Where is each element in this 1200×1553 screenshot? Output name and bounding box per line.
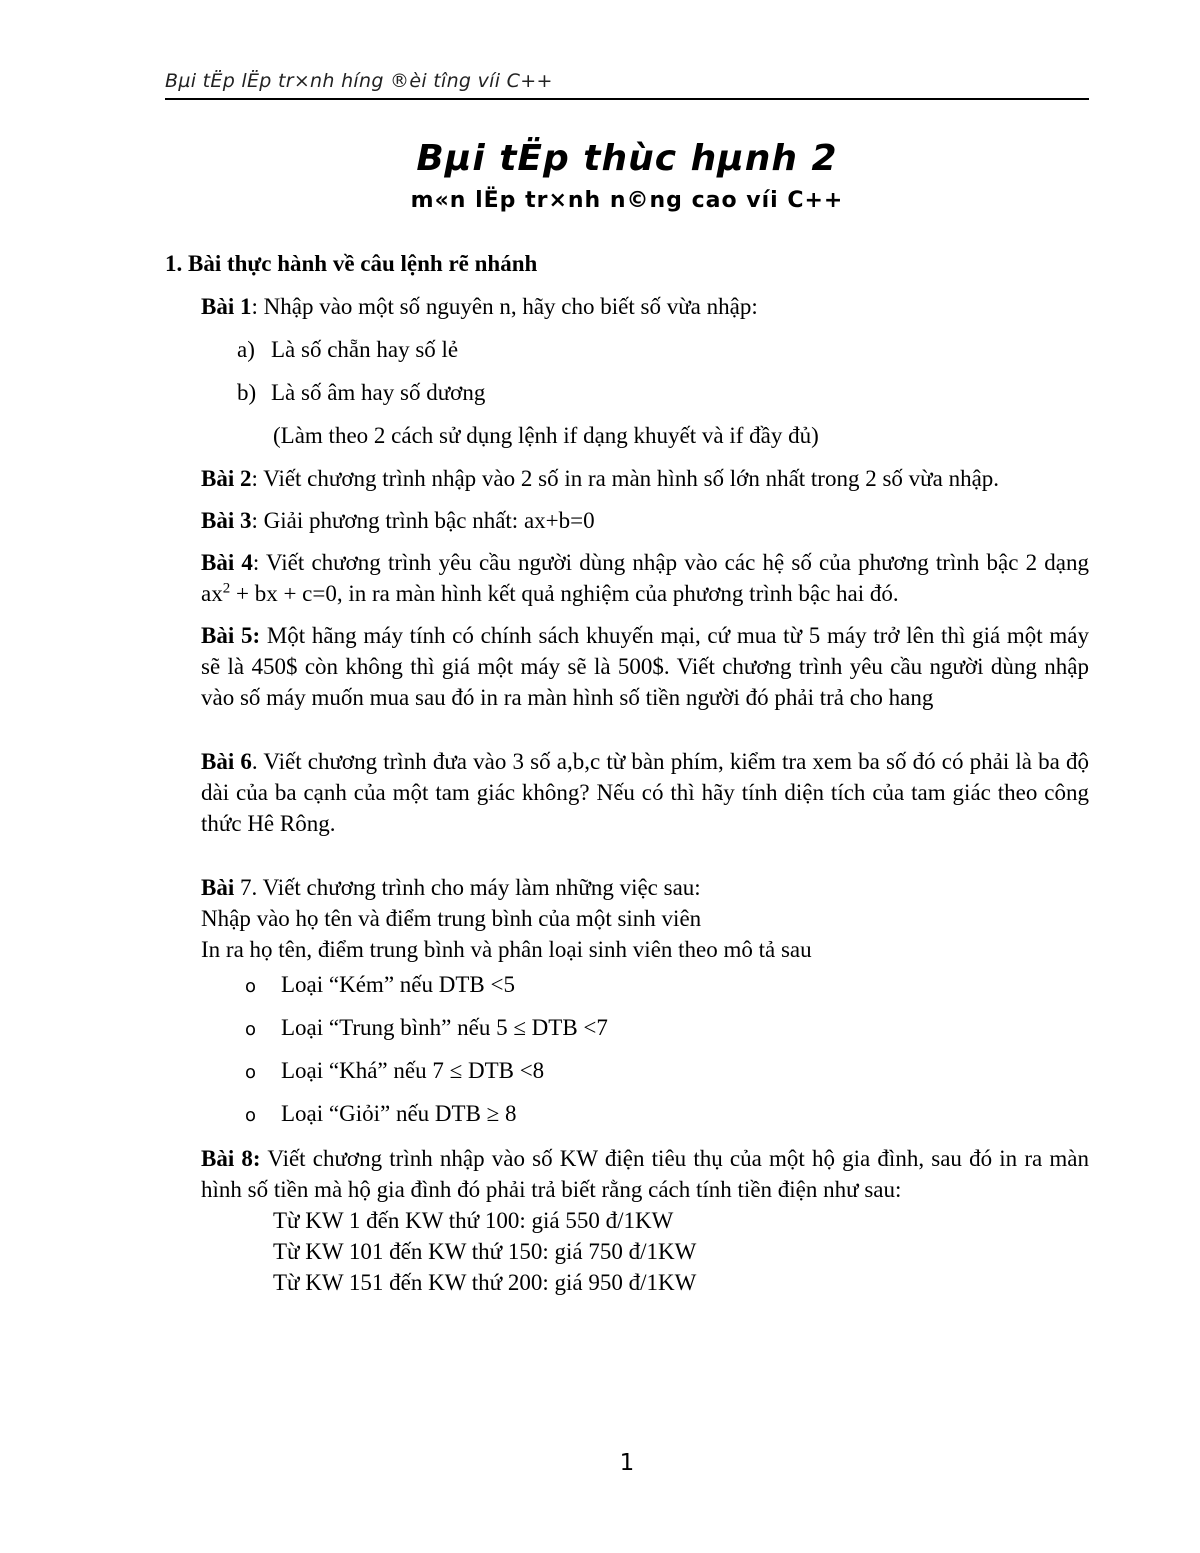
exercise-text: : Giải phương trình bậc nhất: ax+b=0 xyxy=(251,508,595,533)
section-heading: 1. Bài thực hành về câu lệnh rẽ nhánh xyxy=(165,251,538,276)
rate-line: Từ KW 101 đến KW thứ 150: giá 750 đ/1KW xyxy=(273,1239,697,1264)
grade-text: Loại “Khá” nếu 7 ≤ DTB <8 xyxy=(281,1058,545,1083)
grade-text: Loại “Kém” nếu DTB <5 xyxy=(281,972,515,997)
exercise-text: : Viết chương trình yêu cầu người dùng nhập vào các hệ số của phương trình bậc 2 dạng ax xyxy=(201,550,1089,606)
list-item xyxy=(245,969,1089,1002)
exercise-label: Bài 4 xyxy=(201,550,253,575)
grade-text: Loại “Trung bình” nếu 5 ≤ DTB <7 xyxy=(281,1015,608,1040)
exercise-label: Bài 2 xyxy=(201,466,252,491)
circle-bullet-icon: o xyxy=(245,1062,257,1083)
exercise-7-line-2: In ra họ tên, điểm trung bình và phân loại sinh viên theo mô tả sau xyxy=(201,937,812,962)
circle-bullet-icon: o xyxy=(245,1019,257,1040)
rate-line: Từ KW 151 đến KW thứ 200: giá 950 đ/1KW xyxy=(273,1270,697,1295)
list-item xyxy=(245,1012,1089,1045)
list-item xyxy=(245,1098,1089,1131)
grade-list xyxy=(245,969,1089,1131)
list-item xyxy=(237,377,1089,408)
running-header: Bµi tËp lËp tr×nh híng ®èi tîng víi C++ xyxy=(165,70,553,92)
exercise-text-continued: + bx + c=0, in ra màn hình kết quả nghiệm của phương trình bậc hai đó. xyxy=(230,581,899,606)
exercise-label: Bài 1 xyxy=(201,294,252,319)
exercise-5 xyxy=(201,620,1089,713)
list-item xyxy=(237,334,1089,365)
exercise-label: Bài 5: xyxy=(201,623,261,648)
exercise-text: Một hãng máy tính có chính sách khuyến mại, cứ mua từ 5 máy trở lên thì giá một máy sẽ là 450$ còn không thì giá một máy sẽ là 500$. Viết chương trình yêu cầu người dùng nhập vào số máy muốn mua sau đó in ra màn hình số tiền người đó phải trả cho hang xyxy=(201,623,1089,710)
exercise-text: . Viết chương trình đưa vào 3 số a,b,c từ bàn phím, kiểm tra xem ba số đó có phải là ba độ dài của ba cạnh của một tam giác không? Nếu có thì hãy tính diện tích của tam giác theo công thức Hê Rông. xyxy=(201,749,1090,836)
exercise-7-line-1: Nhập vào họ tên và điểm trung bình của một sinh viên xyxy=(201,906,702,931)
rate-line: Từ KW 1 đến KW thứ 100: giá 550 đ/1KW xyxy=(273,1208,674,1233)
exercise-text: : Viết chương trình nhập vào 2 số in ra màn hình số lớn nhất trong 2 số vừa nhập. xyxy=(251,466,1000,491)
page-subtitle: m«n lËp tr×nh n©ng cao víi C++ xyxy=(410,188,844,213)
exercise-1-note: (Làm theo 2 cách sử dụng lệnh if dạng khuyết và if đầy đủ) xyxy=(273,423,819,448)
page-title: Bµi tËp thùc hµnh 2 xyxy=(416,138,838,179)
exercise-6 xyxy=(201,746,1089,839)
exercise-label: Bài 6 xyxy=(201,749,252,774)
spacer xyxy=(165,724,1089,746)
exponent: 2 xyxy=(222,580,231,597)
page-number: 1 xyxy=(619,1450,635,1476)
list-item xyxy=(245,1055,1089,1088)
header-rule xyxy=(165,98,1089,100)
circle-bullet-icon: o xyxy=(245,976,257,997)
exercise-text: 7. Viết chương trình cho máy làm những việc sau: xyxy=(234,875,701,900)
document-body xyxy=(165,248,1089,1298)
exercise-label: Bài xyxy=(201,875,235,900)
exercise-8 xyxy=(201,1143,1089,1205)
exercise-label: Bài 3 xyxy=(201,508,252,533)
exercise-2 xyxy=(201,463,1089,494)
exercise-4 xyxy=(201,547,1089,609)
exercise-1-items xyxy=(201,334,1089,408)
grade-text: Loại “Giỏi” nếu DTB ≥ 8 xyxy=(281,1101,517,1126)
item-marker: b) xyxy=(237,380,257,405)
exercise-3 xyxy=(201,505,1089,536)
spacer xyxy=(165,850,1089,872)
exercise-text: Viết chương trình nhập vào số KW điện tiêu thụ của một hộ gia đình, sau đó in ra màn hình số tiền mà hộ gia đình đó phải trả biết rằng cách tính tiền điện như sau: xyxy=(201,1146,1090,1202)
exercise-text: : Nhập vào một số nguyên n, hãy cho biết số vừa nhập: xyxy=(251,294,758,319)
item-text: Là số âm hay số dương xyxy=(271,380,486,405)
exercise-1 xyxy=(201,291,1089,322)
item-marker: a) xyxy=(237,337,255,362)
exercise-7 xyxy=(201,872,1089,903)
item-text: Là số chẵn hay số lẻ xyxy=(271,337,459,362)
exercise-label: Bài 8: xyxy=(201,1146,261,1171)
circle-bullet-icon: o xyxy=(245,1105,257,1126)
